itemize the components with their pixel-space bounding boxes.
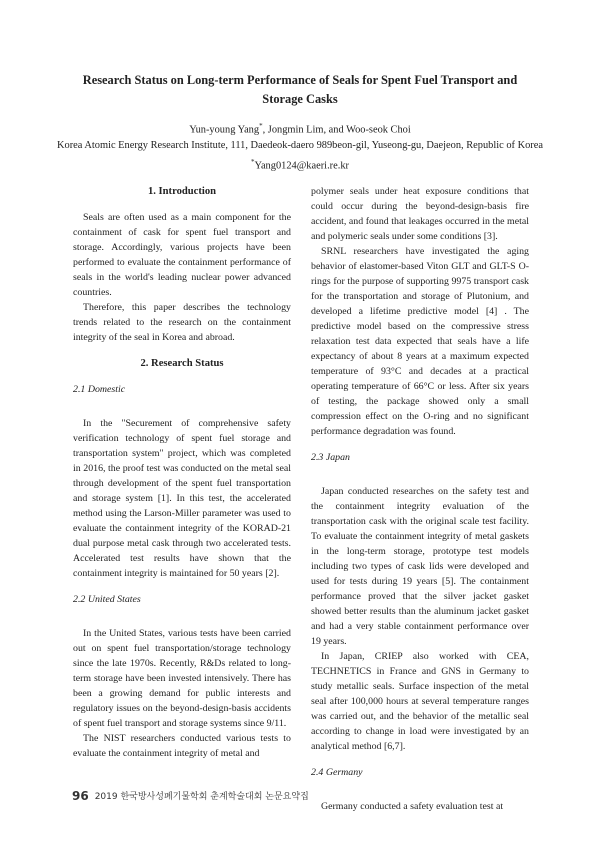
author-list (40, 118, 560, 138)
right-column (311, 184, 529, 814)
paragraph: In Japan, CRIEP also worked with CEA, TECHNETICS in France and GNS in Germany to study metallic seals. Surface inspection of the metal seal after 100,000 hours at several temperature ranges was carried out, and the behavior of the metallic seal according to change in load were investigated by an analytical method [6,7]. (311, 651, 529, 752)
title-line-2: Storage Casks (262, 92, 338, 106)
email-line (40, 154, 560, 174)
left-column (73, 184, 291, 761)
paragraph: polymer seals under heat exposure conditions that could occur during the beyond-design-basis fire accident, and found that leakages occurred in the metal and polymeric seals under some conditions [3]. (311, 186, 529, 242)
proceedings-title: 2019 한국방사성폐기물학회 춘계학술대회 논문요약집 (94, 792, 309, 802)
email-mark: * (250, 158, 255, 167)
paragraph: Japan conducted researches on the safety test and the containment integrity evaluation of the transportation cask with the original scale test facility. To evaluate the containment integrity of metal gaskets in the long-term storage, prototype test models including two types of cask lids were developed and used for tests during 19 years [5]. The containment performance proved that the silver jacket gasket showed better results than the aluminum jacket gasket and had a very stable containment performance over 19 years. (311, 486, 529, 647)
paragraph: In the "Securement of comprehensive safety verification technology of spent fuel storage and transportation system" project, which was completed in 2016, the proof test was conducted on the metal seal through development of the spent fuel transportation and storage system [1]. In this test, the accelerated method using the Larson-Miller parameter was used to evaluate the containment integrity of the KORAD-21 dual purpose metal cask through two accelerated tests. Accelerated test results have shown that the containment integrity is maintained for 50 years [2]. (73, 418, 291, 579)
subsection-heading-domestic: 2.1 Domestic (73, 384, 126, 395)
corresponding-mark: * (259, 122, 263, 130)
paragraph: Seals are often used as a main component for the containment of cask for spent fuel transport and storage. Accordingly, various projects have been performed to evaluate the containment performance of seals in the world's leading nuclear power advanced countries. (73, 212, 291, 298)
page-footer (72, 789, 309, 803)
email: Yang0124@kaeri.re.kr (254, 160, 349, 172)
subsection-heading-germany: 2.4 Germany (311, 767, 363, 778)
paper-title (60, 71, 540, 109)
lead-author: Yun-young Yang (189, 124, 260, 136)
paragraph: SRNL researchers have investigated the aging behavior of elastomer-based Viton GLT and GLT-S O-rings for the purpose of supporting 9975 transport cask for the transportation and storage of Plutonium, and developed a lifetime predictive model [4] . The predictive model based on the compressive stress relaxation test data expected that seals have a life expectancy of about 8 years at a maximum expected temperature of 93°C and decades at a practical operating temperature of 66°C or less. After six years of testing, the package showed only a small compression effect on the O-ring and no significant performance degradation was found. (311, 246, 529, 437)
paragraph: Germany conducted a safety evaluation test at (321, 801, 504, 812)
subsection-heading-japan: 2.3 Japan (311, 452, 350, 463)
affiliation: Korea Atomic Energy Research Institute, 111, Daedeok-daero 989beon-gil, Yuseong-gu, Daejeon, Republic of Korea (57, 140, 543, 152)
paragraph: The NIST researchers conducted various tests to evaluate the containment integrity of metal and (73, 733, 291, 759)
paragraph: In the United States, various tests have been carried out on spent fuel transportation/storage technology since the late 1970s. Recently, R&Ds related to long-term storage have been invested intensively. There has been a growing demand for public interests and regulatory issues on the beyond-design-basis accidents of spent fuel transport and storage systems since 9/11. (73, 628, 291, 729)
section-heading-introduction: 1. Introduction (147, 186, 217, 197)
co-authors: , Jongmin Lim, and Woo-seok Choi (262, 124, 411, 136)
page-number: 96 (72, 789, 89, 803)
paragraph: Therefore, this paper describes the technology trends related to the research on the containment integrity of the seal in Korea and abroad. (73, 302, 291, 343)
title-line-1: Research Status on Long-term Performance of Seals for Spent Fuel Transport and (82, 73, 518, 87)
author-block (40, 118, 560, 175)
subsection-heading-united-states: 2.2 United States (73, 594, 141, 605)
section-heading-research-status: 2. Research Status (140, 358, 224, 369)
